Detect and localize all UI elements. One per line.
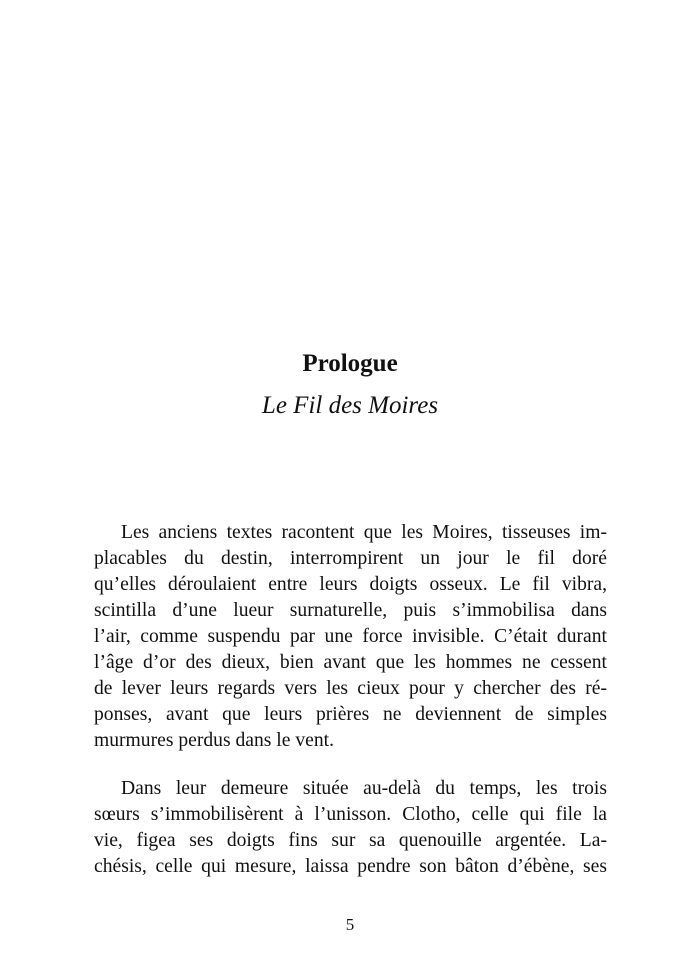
text-line: sœurs s’immobilisèrent à l’unisson. Clotho, celle qui file la [94,804,607,825]
text-line: qu’elles déroulaient entre leurs doigts osseux. Le fil vibra, [94,574,607,595]
text-line: Dans leur demeure située au-delà du temps, les trois [121,778,607,799]
text-line: placables du destin, interrompirent un jour le fil doré [94,548,607,569]
text-line: l’âge d’or des dieux, bien avant que les hommes ne cessent [94,652,607,673]
text-line: vie, figea ses doigts fins sur sa quenouille argentée. La- [94,830,607,851]
text-line: de lever leurs regards vers les cieux pour y chercher des ré- [94,678,607,699]
chapter-title: Prologue [302,350,398,377]
text-line: ponses, avant que leurs prières ne deviennent de simples [94,704,607,725]
text-line: murmures perdus dans le vent. [94,730,334,751]
text-line: l’air, comme suspendu par une force invisible. C’était durant [94,626,607,647]
text-line: scintilla d’une lueur surnaturelle, puis s’immobilisa dans [94,600,607,621]
text-line: Les anciens textes racontent que les Moires, tisseuses im- [121,522,607,543]
text-line: chésis, celle qui mesure, laissa pendre son bâton d’ébène, ses [94,856,607,877]
page-number: 5 [345,915,355,934]
chapter-subtitle: Le Fil des Moires [261,392,439,419]
